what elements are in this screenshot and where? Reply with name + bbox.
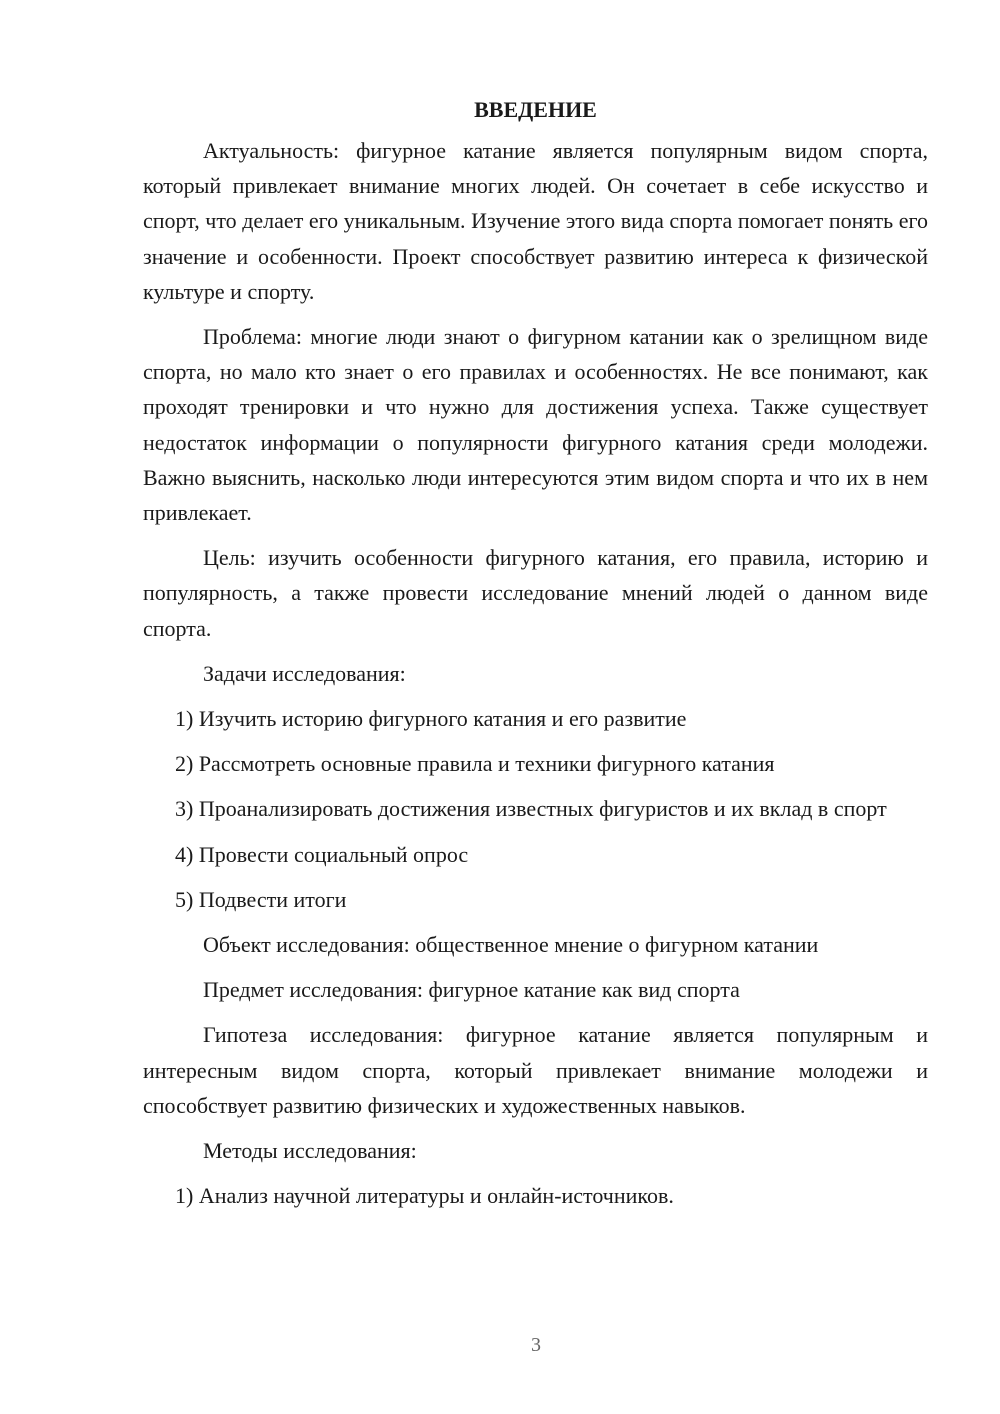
methods-list xyxy=(143,1178,928,1213)
tasks-list xyxy=(143,701,928,917)
document-page xyxy=(143,92,928,1223)
methods-heading: Методы исследования: xyxy=(203,1138,417,1164)
hypothesis-paragraph: Гипотеза исследования: фигурное катание является популярным и интересным видом спорта, который привлекает внимание молодежи и способствует развитию физических и художественных навыков. xyxy=(143,1022,928,1118)
list-item: 1) Изучить историю фигурного катания и его развитие xyxy=(175,706,687,732)
list-item: 2) Рассмотреть основные правила и техники фигурного катания xyxy=(175,751,775,777)
relevance-paragraph: Актуальность: фигурное катание является популярным видом спорта, который привлекает внимание многих людей. Он сочетает в себе искусство и спорт, что делает его уникальным. Изучение этого вида спорта помогает понять его значение и особенности. Проект способствует развитию интереса к физической культуре и спорту. xyxy=(143,138,928,304)
page-number: 3 xyxy=(531,1334,541,1356)
goal-paragraph: Цель: изучить особенности фигурного катания, его правила, историю и популярность, а также провести исследование мнений людей о данном виде спорта. xyxy=(143,545,928,641)
list-item: 5) Подвести итоги xyxy=(175,886,347,912)
problem-paragraph: Проблема: многие люди знают о фигурном катании как о зрелищном виде спорта, но мало кто знает о его правилах и особенностях. Не все понимают, как проходят тренировки и что нужно для достижения успеха. Также существует недостаток информации о популярности фигурного катания среди молодежи. Важно выяснить, насколько люди интересуются этим видом спорта и что их в нем привлекает. xyxy=(143,324,928,526)
object-paragraph: Объект исследования: общественное мнение о фигурном катании xyxy=(203,932,819,958)
list-item: 4) Провести социальный опрос xyxy=(175,841,469,867)
list-item: 3) Проанализировать достижения известных фигуристов и их вклад в спорт xyxy=(175,796,887,822)
list-item: 1) Анализ научной литературы и онлайн-источников. xyxy=(175,1183,674,1209)
subject-paragraph: Предмет исследования: фигурное катание как вид спорта xyxy=(203,977,740,1003)
page-title: ВВЕДЕНИЕ xyxy=(474,97,597,122)
tasks-heading: Задачи исследования: xyxy=(203,660,406,686)
